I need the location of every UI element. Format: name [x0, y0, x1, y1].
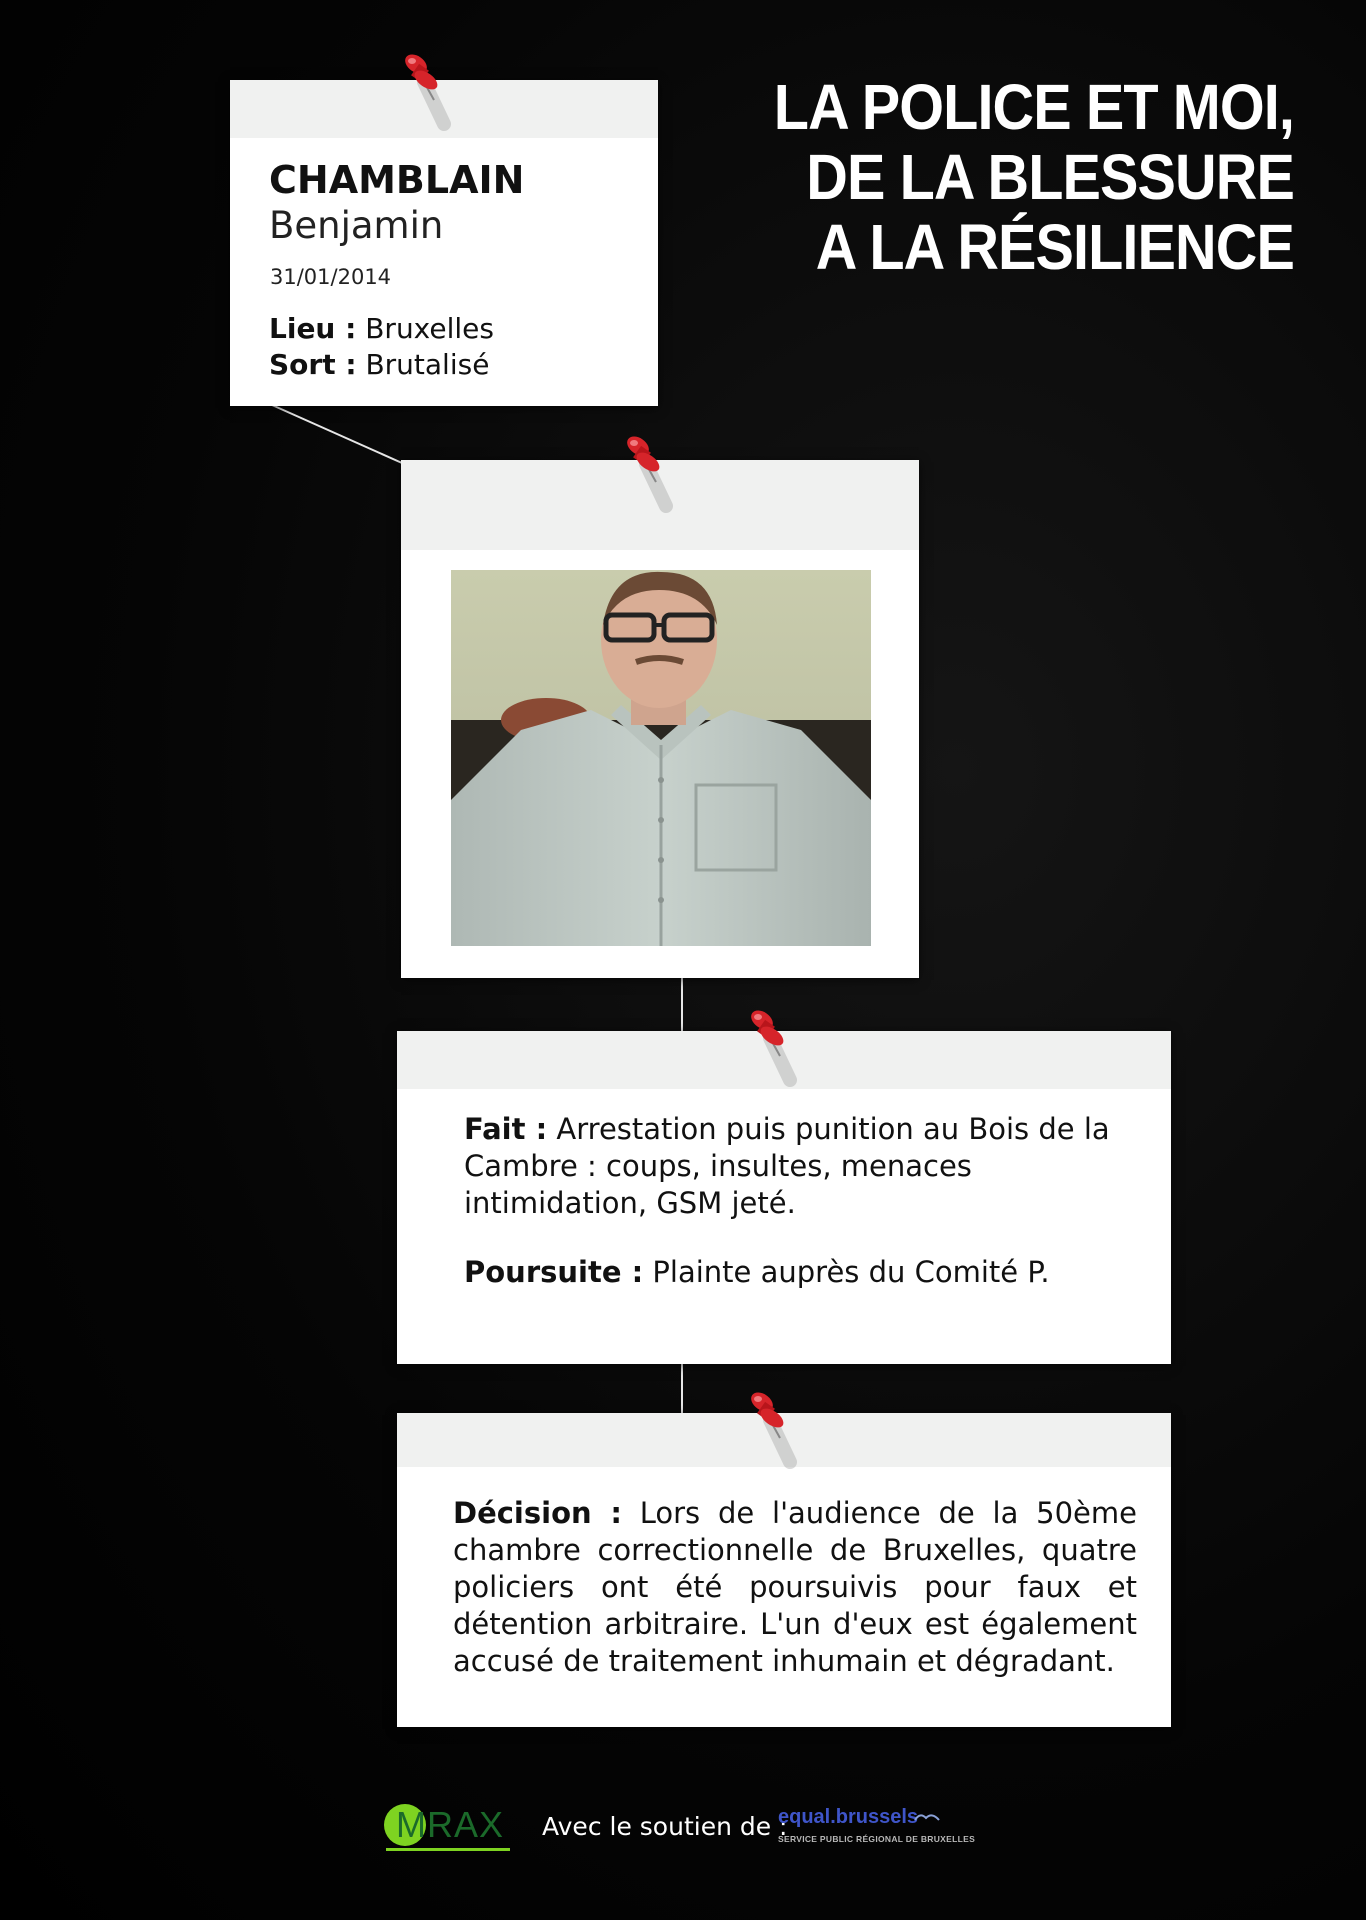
lieu-label: Lieu : [269, 312, 357, 345]
firstname: Benjamin [269, 204, 444, 247]
event-date: 31/01/2014 [270, 265, 392, 289]
fait-value: Arrestation puis punition au Bois de la Cambre : coups, insultes, menaces intimidation, GSM jeté. [464, 1112, 1110, 1220]
connector-line-1 [272, 405, 402, 463]
footer [0, 1800, 1366, 1860]
portrait-photo [451, 570, 871, 946]
push-pin-icon [744, 1008, 804, 1088]
decision-label: Décision : [453, 1496, 622, 1530]
push-pin-icon [744, 1390, 804, 1470]
push-pin-icon [398, 52, 458, 132]
push-pin-icon [620, 434, 680, 514]
decision-value: Lors de l'audience de la 50ème chambre correctionnelle de Bruxelles, quatre policiers ont été poursuivis pour faux et détention arbitraire. L'un d'eux est également accusé de traitement inhumain et dégradant. [453, 1496, 1137, 1678]
photo-card [401, 460, 919, 978]
mrax-logo-text: MRAX [396, 1804, 505, 1845]
mrax-logo [384, 1800, 514, 1852]
equal-brussels-subtitle: SERVICE PUBLIC RÉGIONAL DE BRUXELLES [778, 1834, 976, 1844]
fait-label: Fait : [464, 1112, 548, 1146]
support-text: Avec le soutien de : [542, 1812, 788, 1841]
equal-brussels-logo [778, 1806, 998, 1856]
title-line-1: LA POLICE ET MOI, [773, 71, 1294, 143]
decision-paragraph [453, 1495, 1137, 1680]
equal-brussels-logo-text: equal.brussels [778, 1806, 919, 1828]
sort-row [269, 346, 489, 383]
title-line-3: A LA RÉSILIENCE [815, 211, 1294, 283]
poursuite-label: Poursuite : [464, 1255, 644, 1289]
poursuite-value: Plainte auprès du Comité P. [652, 1255, 1050, 1289]
mrax-underline [386, 1848, 510, 1851]
portrait-illustration [451, 570, 871, 946]
lieu-row [269, 310, 494, 347]
lieu-value: Bruxelles [365, 312, 494, 345]
poursuite-paragraph [464, 1254, 1144, 1291]
sort-value: Brutalisé [365, 348, 490, 381]
surname: CHAMBLAIN [269, 158, 525, 202]
sort-label: Sort : [269, 348, 357, 381]
swan-icon [912, 1808, 942, 1826]
title-line-2: DE LA BLESSURE [806, 141, 1294, 213]
fait-paragraph [464, 1111, 1144, 1222]
